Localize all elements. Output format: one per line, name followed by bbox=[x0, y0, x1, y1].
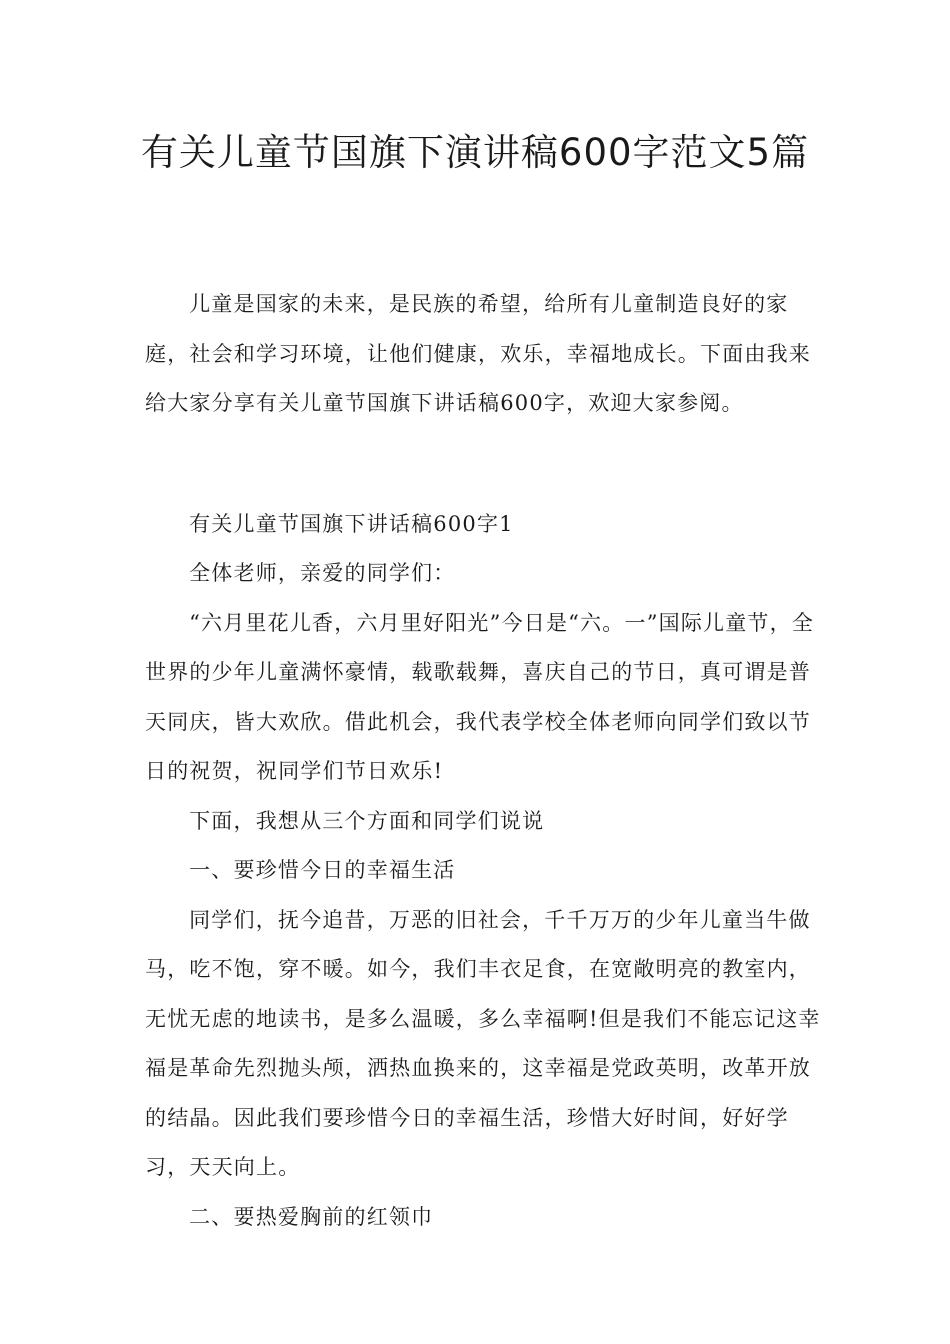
document-body bbox=[145, 280, 825, 1242]
point-heading-2: 二、要热爱胸前的红领巾 bbox=[189, 1204, 434, 1229]
section-heading: 有关儿童节国旗下讲话稿600字1 bbox=[189, 511, 514, 536]
body-paragraph-3: 同学们，抚今追昔，万恶的旧社会，千千万万的少年儿童当牛做马，吃不饱，穿不暖。如今，我们丰衣足食，在宽敞明亮的教室内，无忧无虑的地读书，是多么温暖，多么幸福啊!但是我们不能忘记这幸福是革命先烈抛头颅，洒热血换来的，这幸福是党政英明，改革开放的结晶。因此我们要珍惜今日的幸福生活，珍惜大好时间，好好学习，天天向上。 bbox=[145, 907, 821, 1179]
document-title: 有关儿童节国旗下演讲稿600字范文5篇 bbox=[140, 131, 810, 174]
body-paragraph-2: 下面，我想从三个方面和同学们说说 bbox=[189, 808, 545, 833]
point-heading-1: 一、要珍惜今日的幸福生活 bbox=[189, 858, 456, 882]
intro-paragraph: 儿童是国家的未来，是民族的希望，给所有儿童制造良好的家庭，社会和学习环境，让他们健康，欢乐，幸福地成长。下面由我来给大家分享有关儿童节国旗下讲话稿600字，欢迎大家参阅。 bbox=[145, 292, 811, 415]
body-paragraph-1: “六月里花儿香，六月里好阳光”今日是“六。一”国际儿童节，全世界的少年儿童满怀豪情，载歌载舞，喜庆自己的节日，真可谓是普天同庆，皆大欢欣。借此机会，我代表学校全体老师向同学们致以节日的祝贺，祝同学们节日欢乐! bbox=[145, 610, 815, 783]
greeting-line: 全体老师，亲爱的同学们： bbox=[189, 561, 456, 585]
